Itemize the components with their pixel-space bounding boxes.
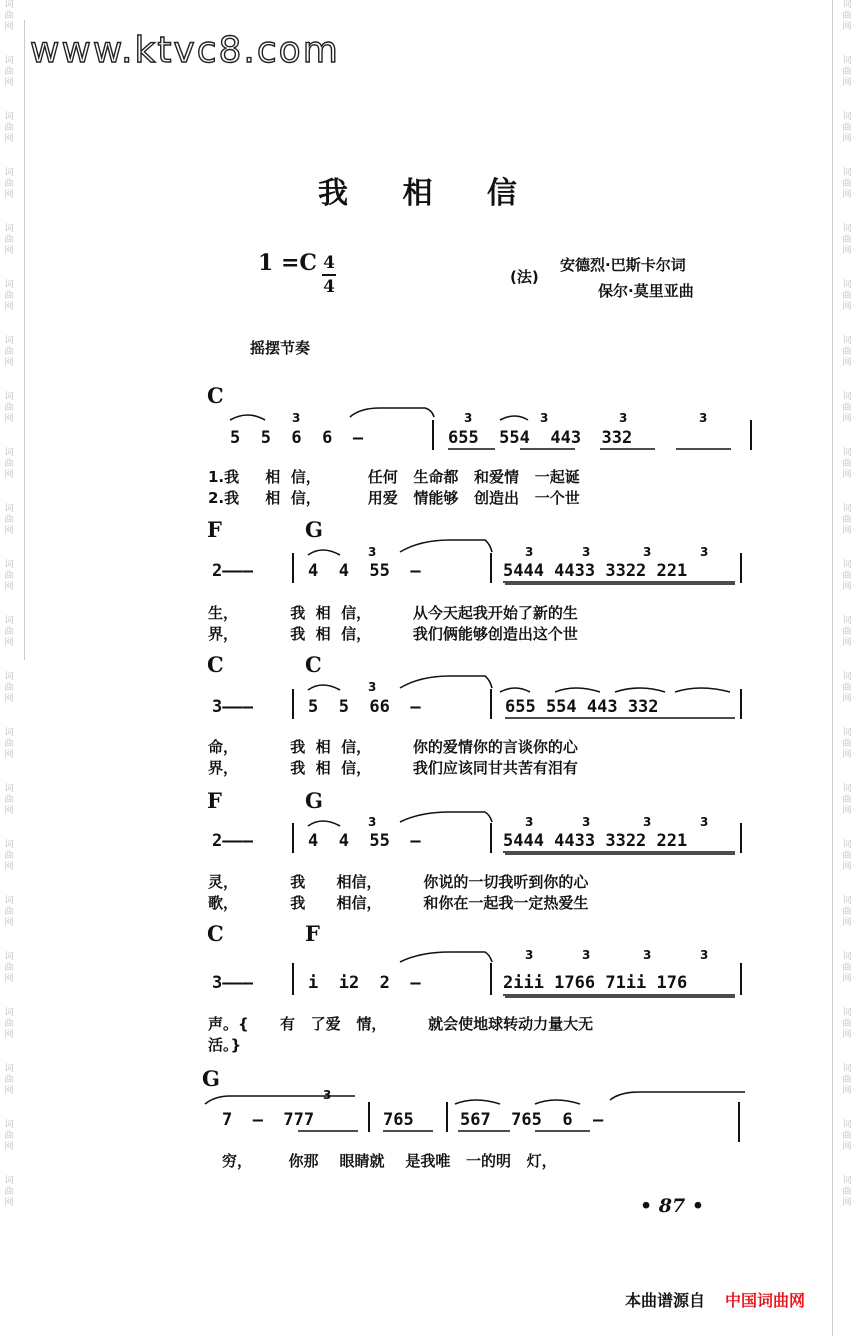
notes-measure: 7 — 777: [222, 1110, 315, 1130]
triplet-mark: 3: [292, 411, 301, 425]
side-stamp: 词 曲 网: [842, 0, 852, 32]
side-stamp: 词 曲 网: [4, 1008, 14, 1040]
side-stamp: 词 曲 网: [4, 112, 14, 144]
slur: [555, 688, 600, 692]
composer-credit: 保尔·莫里亚曲: [598, 282, 694, 300]
side-stamp: 词 曲 网: [842, 112, 852, 144]
beams: [503, 582, 735, 584]
chord-symbol: C: [305, 652, 322, 677]
side-stamp: 词 曲 网: [842, 448, 852, 480]
notes-measure: 765: [383, 1110, 414, 1130]
side-stamp: 词 曲 网: [842, 336, 852, 368]
slur: [455, 1100, 500, 1104]
notes-measure: 3———: [212, 697, 253, 717]
side-stamp: 词 曲 网: [842, 392, 852, 424]
side-stamp: 词 曲 网: [842, 952, 852, 984]
side-stamp: 词 曲 网: [4, 224, 14, 256]
slur: [535, 1100, 580, 1104]
tie: [400, 676, 492, 688]
triplet-mark: 3: [582, 545, 591, 559]
triplet-mark: 3: [525, 545, 534, 559]
chord-symbol: C: [207, 383, 224, 408]
origin-label: (法): [510, 268, 539, 286]
side-stamp: 词 曲 网: [4, 0, 14, 32]
tie: [400, 540, 492, 552]
lyric-line-verse-2: 界， 我 相 信， 我们俩能够创造出这个世: [208, 625, 578, 643]
side-stamp: 词 曲 网: [842, 784, 852, 816]
chord-symbol: F: [305, 921, 320, 946]
triplet-mark: 3: [368, 815, 377, 829]
tie: [205, 1096, 355, 1104]
side-stamp: 词 曲 网: [4, 840, 14, 872]
side-stamp: 词 曲 网: [842, 504, 852, 536]
song-title: 我 相 信: [318, 176, 539, 211]
side-stamp: 词 曲 网: [4, 392, 14, 424]
chord-symbol: C: [207, 921, 224, 946]
side-stamp: 词 曲 网: [842, 56, 852, 88]
side-stamp: 词 曲 网: [842, 672, 852, 704]
side-stamp: 词 曲 网: [842, 1064, 852, 1096]
triplet-mark: 3: [643, 948, 652, 962]
triplet-mark: 3: [368, 680, 377, 694]
notes-measure: 2iii 1766 71ii 176: [503, 973, 688, 993]
side-stamp: 词 曲 网: [4, 616, 14, 648]
chord-symbol: G: [305, 517, 323, 542]
page-number: • 87 •: [640, 1195, 704, 1217]
lyric-line-verse-2: 歌， 我 相信， 和你在一起我一定热爱生: [208, 894, 589, 912]
side-stamp: 词 曲 网: [4, 56, 14, 88]
triplet-mark: 3: [540, 411, 549, 425]
side-stamp: 词 曲 网: [842, 1008, 852, 1040]
notes-measure: i i2 2 —: [308, 973, 421, 993]
lyric-line-verse-2: 2.我 相 信， 用爱 情能够 创造出 一个世: [208, 489, 580, 507]
lyric-line: 穷， 你那 眼睛就 是我唯 一的明 灯，: [222, 1152, 557, 1170]
notes-measure: 655 554 443 332: [448, 428, 633, 448]
source-site: 中国词曲网: [725, 1291, 806, 1310]
notes-measure: 567 765 6 —: [460, 1110, 604, 1130]
source-credit: [625, 1288, 805, 1311]
lyric-line-verse-1: 灵， 我 相信， 你说的一切我听到你的心: [208, 873, 589, 891]
beams: [503, 852, 735, 854]
triplet-mark: 3: [525, 948, 534, 962]
side-stamp: 词 曲 网: [4, 448, 14, 480]
side-stamp: 词 曲 网: [4, 952, 14, 984]
side-stamp: 词 曲 网: [842, 224, 852, 256]
notes-measure: 655 554 443 332: [505, 697, 659, 717]
triplet-mark: 3: [619, 411, 628, 425]
slur: [308, 821, 340, 826]
notes-measure: 5 5 66 —: [308, 697, 421, 717]
triplet-mark: 3: [643, 815, 652, 829]
tempo-marking: 摇摆节奏: [250, 339, 311, 357]
side-stamp: 词 曲 网: [4, 672, 14, 704]
time-sig-top: 4: [323, 253, 335, 273]
triplet-mark: 3: [582, 948, 591, 962]
triplet-mark: 3: [582, 815, 591, 829]
tie: [350, 408, 434, 417]
notes-measure: 5 5 6 6 —: [230, 428, 364, 448]
triplet-mark: 3: [700, 815, 709, 829]
triplet-mark: 3: [643, 545, 652, 559]
slur: [500, 688, 530, 692]
side-stamp: 词 曲 网: [842, 1176, 852, 1208]
notes-measure: 4 4 55 —: [308, 561, 421, 581]
side-stamp: 词 曲 网: [4, 728, 14, 760]
triplet-mark: 3: [368, 545, 377, 559]
side-stamp: 词 曲 网: [4, 336, 14, 368]
lyric-line-verse-2: 活。}: [208, 1036, 242, 1054]
slur: [675, 688, 730, 692]
side-stamp: 词 曲 网: [842, 560, 852, 592]
lyricist-credit: 安德烈·巴斯卡尔词: [560, 256, 686, 274]
side-stamp: 词 曲 网: [842, 168, 852, 200]
side-stamp: 词 曲 网: [842, 1120, 852, 1152]
lyric-line-verse-1: 生， 我 相 信， 从今天起我开始了新的生: [208, 604, 578, 622]
side-stamp: 词 曲 网: [4, 560, 14, 592]
slur: [308, 685, 340, 690]
side-stamp: 词 曲 网: [4, 280, 14, 312]
key-signature: 1 =C: [258, 250, 317, 276]
triplet-mark: 3: [700, 545, 709, 559]
slur: [308, 550, 340, 555]
notes-measure: 2———: [212, 831, 253, 851]
side-stamp: 词 曲 网: [842, 840, 852, 872]
beams: [503, 995, 735, 997]
chord-symbol: G: [305, 788, 323, 813]
side-stamp: 词 曲 网: [4, 784, 14, 816]
slur: [230, 415, 265, 420]
notes-measure: 2———: [212, 561, 253, 581]
side-stamp: 词 曲 网: [4, 1064, 14, 1096]
side-stamp: 词 曲 网: [4, 168, 14, 200]
site-watermark: www.ktvc8.com: [30, 30, 340, 71]
source-prefix: 本曲谱源自: [625, 1291, 706, 1310]
chord-symbol: F: [207, 517, 222, 542]
notes-measure: 4 4 55 —: [308, 831, 421, 851]
side-stamp: 词 曲 网: [4, 1120, 14, 1152]
lyric-line-verse-1: 声。{ 有 了爱 情， 就会使地球转动力量大无: [208, 1015, 594, 1033]
side-stamp: 词 曲 网: [842, 280, 852, 312]
tie: [400, 812, 492, 822]
side-stamp: 词 曲 网: [842, 896, 852, 928]
notes-measure: 5444 4433 3322 221: [503, 831, 688, 851]
lyric-line-verse-1: 命， 我 相 信， 你的爱情你的言谈你的心: [208, 738, 578, 756]
chord-symbol: G: [202, 1066, 220, 1091]
notes-measure: 5444 4433 3322 221: [503, 561, 688, 581]
tie: [610, 1092, 745, 1100]
lyric-line-verse-2: 界， 我 相 信， 我们应该同甘共苦有泪有: [208, 759, 578, 777]
side-stamp: 词 曲 网: [4, 896, 14, 928]
triplet-mark: 3: [699, 411, 708, 425]
triplet-mark: 3: [464, 411, 473, 425]
slur: [500, 416, 528, 420]
side-stamp: 词 曲 网: [842, 728, 852, 760]
side-stamp: 词 曲 网: [842, 616, 852, 648]
slur: [615, 688, 665, 692]
triplet-mark: 3: [700, 948, 709, 962]
tie: [400, 952, 492, 962]
lyric-line-verse-1: 1.我 相 信， 任何 生命都 和爱情 一起诞: [208, 468, 580, 486]
triplet-mark: 3: [323, 1088, 332, 1102]
time-sig-bottom: 4: [323, 277, 335, 297]
side-stamp: 词 曲 网: [4, 504, 14, 536]
triplet-mark: 3: [525, 815, 534, 829]
chord-symbol: C: [207, 652, 224, 677]
side-stamp: 词 曲 网: [4, 1176, 14, 1208]
notes-measure: 3———: [212, 973, 253, 993]
chord-symbol: F: [207, 788, 222, 813]
